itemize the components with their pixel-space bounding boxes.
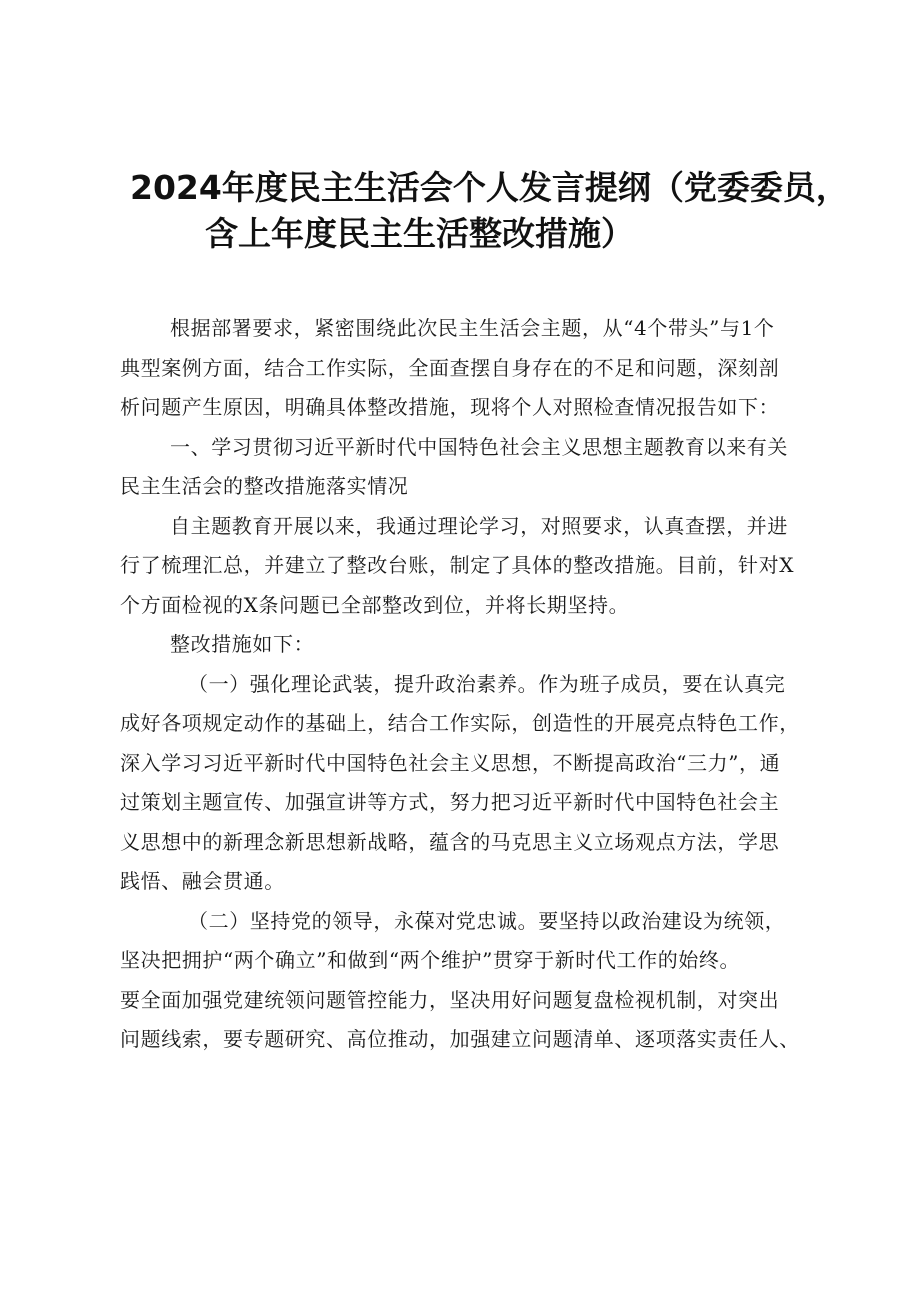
body-line: 成好各项规定动作的基础上，结合工作实际，创造性的开展亮点特色工作， bbox=[120, 711, 800, 735]
body-line: 整改措施如下： bbox=[170, 632, 315, 656]
document-title-line-2: 含上年度民主生活整改措施） bbox=[205, 214, 634, 253]
body-line: 问题线索，要专题研究、高位推动，加强建立问题清单、逐项落实责任人、 bbox=[120, 1027, 800, 1051]
body-line: 过策划主题宣传、加强宣讲等方式，努力把习近平新时代中国特色社会主 bbox=[120, 790, 780, 814]
body-line: 析问题产生原因，明确具体整改措施，现将个人对照检查情况报告如下： bbox=[120, 395, 780, 419]
document-body bbox=[120, 309, 810, 1060]
section-heading-line: 民主生活会的整改措施落实情况 bbox=[120, 474, 409, 498]
body-line: （一）强化理论武装，提升政治素养。作为班子成员，要在认真完 bbox=[188, 671, 786, 696]
body-line: 深入学习习近平新时代中国特色社会主义思想，不断提高政治“三力”，通 bbox=[120, 750, 781, 775]
section-heading-line: 一、学习贯彻习近平新时代中国特色社会主义思想主题教育以来有关 bbox=[170, 434, 788, 459]
body-line: 义思想中的新理念新思想新战略，蕴含的马克思主义立场观点方法，学思 bbox=[120, 829, 780, 854]
body-line: 个方面检视的X条问题已全部整改到位，并将长期坚持。 bbox=[120, 592, 630, 617]
body-line: 典型案例方面，结合工作实际，全面查摆自身存在的不足和问题，深刻剖 bbox=[120, 355, 780, 380]
body-line: 行了梳理汇总，并建立了整改台账，制定了具体的整改措施。目前，针对X bbox=[120, 553, 795, 577]
document-title-line-1: 2024年度民主生活会个人发言提纲（党委委员， bbox=[130, 168, 849, 207]
body-line: 坚决把拥护“两个确立”和做到“两个维护”贯穿于新时代工作的始终。 bbox=[120, 948, 741, 972]
body-line: 要全面加强党建统领问题管控能力，坚决用好问题复盘检视机制，对突出 bbox=[120, 987, 780, 1012]
body-line: 自主题教育开展以来，我通过理论学习，对照要求，认真查摆，并进 bbox=[170, 513, 788, 538]
body-line: 根据部署要求，紧密围绕此次民主生活会主题，从“4个带头”与1个 bbox=[170, 316, 775, 340]
body-line: 践悟、融会贯通。 bbox=[120, 869, 285, 893]
body-line: （二）坚持党的领导，永葆对党忠诚。要坚持以政治建设为统领， bbox=[188, 908, 786, 933]
